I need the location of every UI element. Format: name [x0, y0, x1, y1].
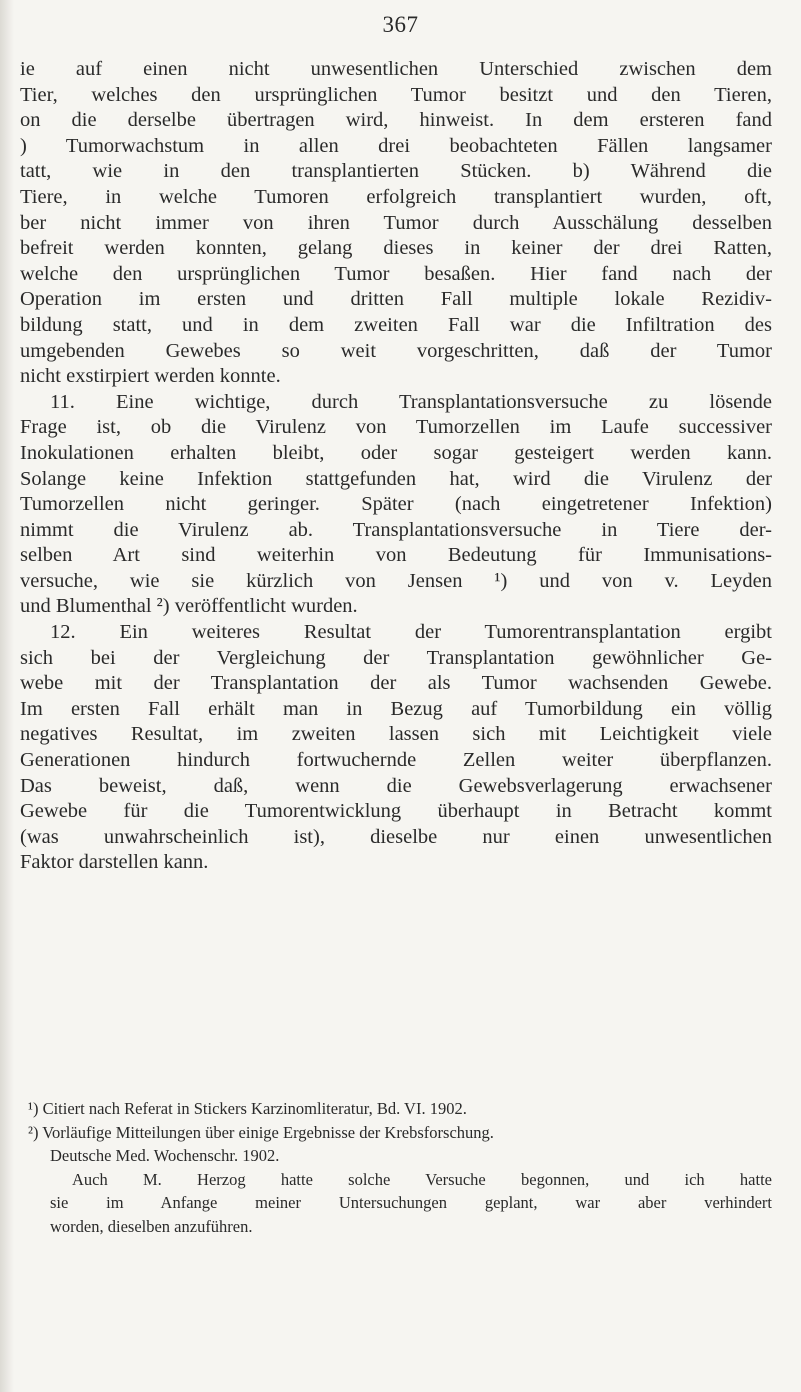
text-line: (was unwahrscheinlich ist), dieselbe nur einen unwesentlichen: [20, 825, 772, 848]
text-line: selben Art sind weiterhin von Bedeutung für Immunisations-: [20, 544, 772, 567]
page-binding-edge: [0, 0, 14, 1392]
footnote-2: ²) Vorläufige Mitteilungen über einige Ergebnisse der Krebsforschung.: [28, 1122, 494, 1142]
text-line: nimmt die Virulenz ab. Transplantationsversuche in Tiere der-: [20, 518, 772, 541]
text-line: umgebenden Gewebes so weit vorgeschritten, daß der Tumor: [20, 339, 772, 362]
text-line: Gewebe für die Tumorentwicklung überhaupt in Betracht kommt: [20, 800, 772, 823]
text-line: Solange keine Infektion stattgefunden hat, wird die Virulenz der: [20, 467, 772, 490]
body-text: [20, 57, 772, 876]
paragraph-12-start: 12. Ein weiteres Resultat der Tumorentransplantation ergibt: [50, 621, 772, 644]
text-line: Generationen hindurch fortwuchernde Zellen weiter überpflanzen.: [20, 749, 772, 772]
footnote-2-continued: Deutsche Med. Wochenschr. 1902.: [50, 1146, 280, 1165]
text-line: ) Tumorwachstum in allen drei beobachteten Fällen langsamer: [20, 134, 772, 157]
paragraph-11-start: 11. Eine wichtige, durch Transplantationsversuche zu lösende: [50, 390, 772, 413]
text-line: sich bei der Vergleichung der Transplantation gewöhnlicher Ge-: [20, 646, 772, 669]
footnotes: [28, 1097, 772, 1238]
text-line: Tiere, in welche Tumoren erfolgreich transplantiert wurden, oft,: [20, 185, 772, 208]
text-line: nicht exstirpiert werden konnte.: [20, 365, 281, 388]
footnote-1: ¹) Citiert nach Referat in Stickers Karzinomliteratur, Bd. VI. 1902.: [28, 1099, 467, 1118]
page-number: 367: [382, 12, 419, 37]
text-line: webe mit der Transplantation der als Tumor wachsenden Gewebe.: [20, 672, 772, 695]
text-line: tatt, wie in den transplantierten Stücken. b) Während die: [20, 160, 772, 183]
text-line: Inokulationen erhalten bleibt, oder sogar gesteigert werden kann.: [20, 441, 772, 464]
text-line: negatives Resultat, im zweiten lassen sich mit Leichtigkeit viele: [20, 723, 772, 746]
footnote-2-note-end: worden, dieselben anzuführen.: [50, 1216, 253, 1236]
text-line: Frage ist, ob die Virulenz von Tumorzellen im Laufe successiver: [20, 416, 772, 439]
footnote-2-note-continued: sie im Anfange meiner Untersuchungen geplant, war aber verhindert: [50, 1193, 772, 1212]
text-line: und Blumenthal ²) veröffentlicht wurden.: [20, 595, 358, 618]
text-line: bildung statt, und in dem zweiten Fall war die Infiltration des: [20, 313, 772, 336]
text-line: ie auf einen nicht unwesentlichen Unterschied zwischen dem: [20, 58, 772, 80]
text-line: versuche, wie sie kürzlich von Jensen ¹) und von v. Leyden: [20, 569, 772, 592]
text-line: Faktor darstellen kann.: [20, 851, 209, 874]
text-line: befreit werden konnten, gelang dieses in keiner der drei Ratten,: [20, 237, 772, 260]
text-line: ber nicht immer von ihren Tumor durch Ausschälung desselben: [20, 211, 772, 234]
text-line: Tier, welches den ursprünglichen Tumor besitzt und den Tieren,: [20, 83, 772, 106]
text-line: Im ersten Fall erhält man in Bezug auf Tumorbildung ein völlig: [20, 697, 772, 720]
footnote-2-note: Auch M. Herzog hatte solche Versuche begonnen, und ich hatte: [72, 1169, 772, 1189]
text-line: Tumorzellen nicht geringer. Später (nach eingetretener Infektion): [20, 493, 772, 516]
text-line: Das beweist, daß, wenn die Gewebsverlagerung erwachsener: [20, 774, 772, 797]
text-line: Operation im ersten und dritten Fall multiple lokale Rezidiv-: [20, 288, 772, 311]
text-line: on die derselbe übertragen wird, hinweist. In dem ersteren fand: [20, 109, 772, 132]
text-line: welche den ursprünglichen Tumor besaßen. Hier fand nach der: [20, 262, 772, 285]
